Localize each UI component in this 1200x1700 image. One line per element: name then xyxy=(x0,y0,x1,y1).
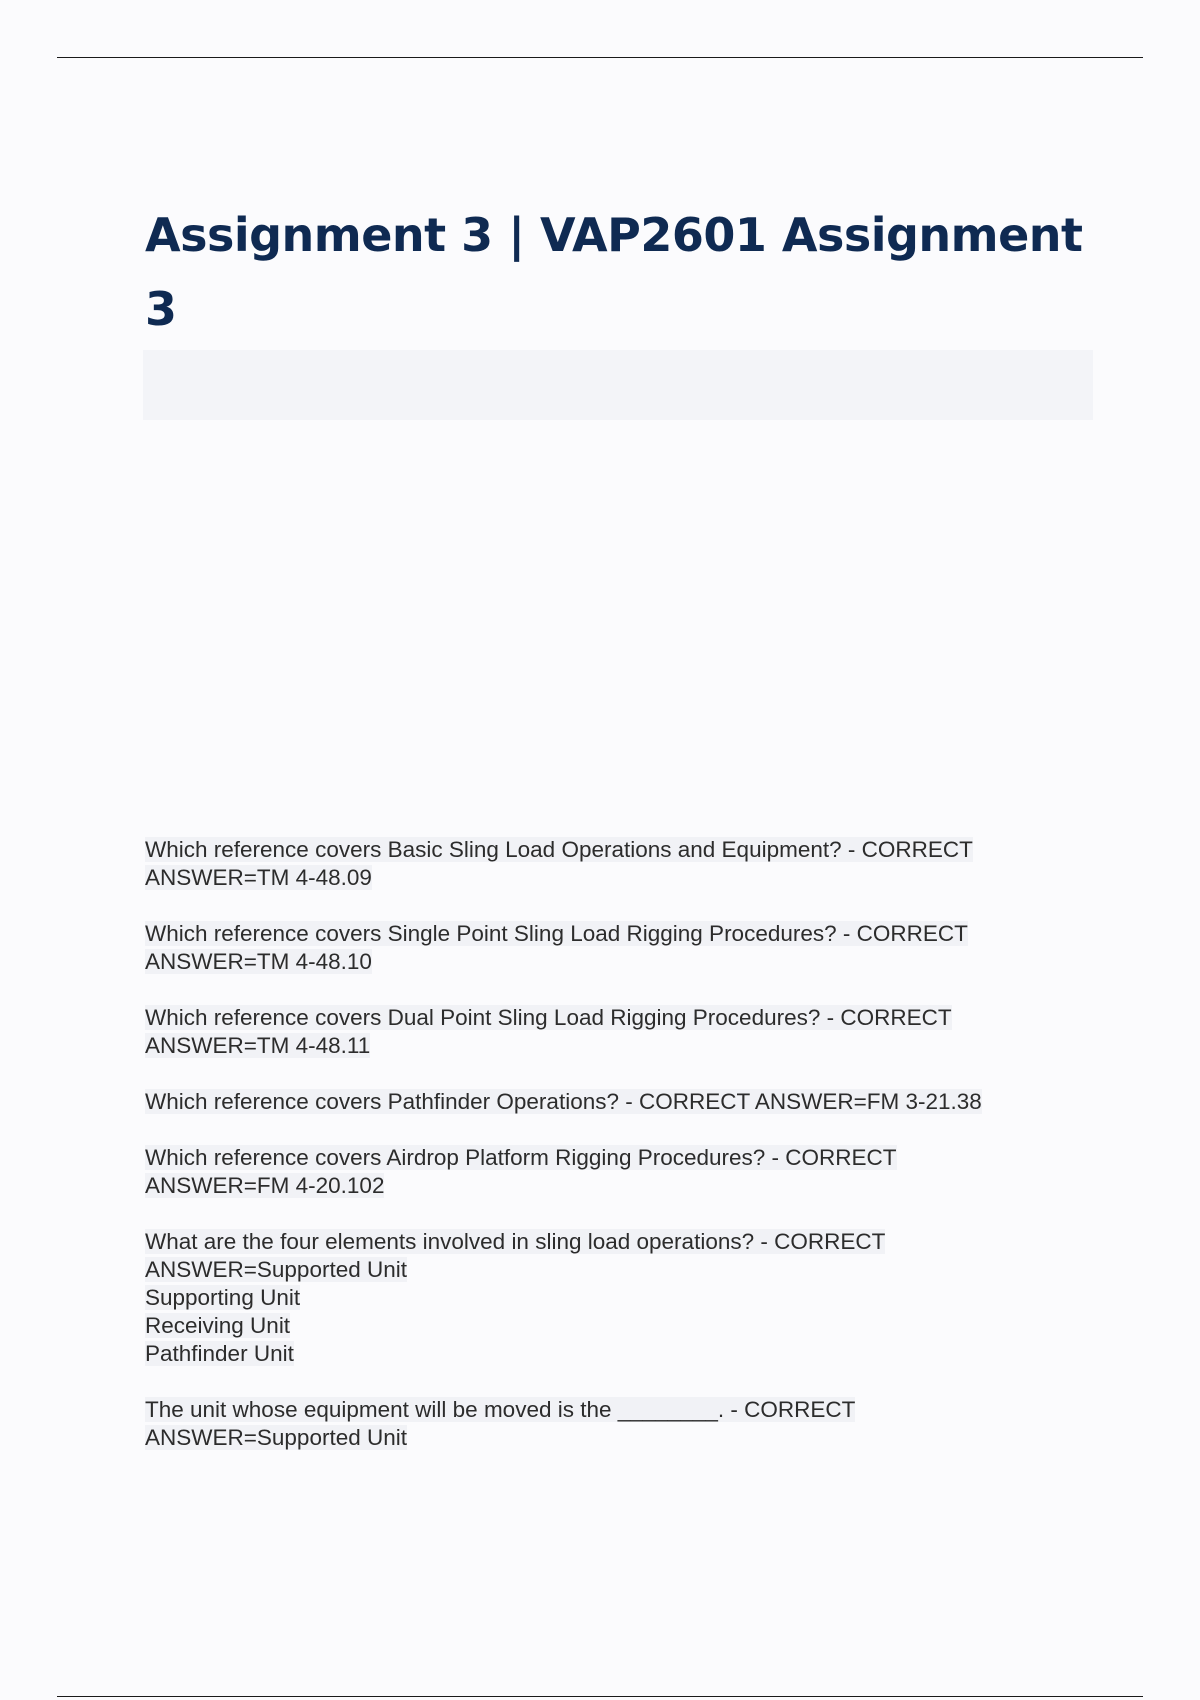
qa-list xyxy=(145,836,1075,1480)
qa-line: Which reference covers Basic Sling Load Operations and Equipment? - CORRECT xyxy=(145,837,973,862)
qa-item xyxy=(145,836,1075,892)
bottom-rule xyxy=(57,1696,1143,1697)
qa-line: Pathfinder Unit xyxy=(145,1341,294,1366)
qa-line: Which reference covers Single Point Sling Load Rigging Procedures? - CORRECT xyxy=(145,921,968,946)
top-rule xyxy=(57,57,1143,58)
qa-line: ANSWER=TM 4-48.09 xyxy=(145,865,372,890)
qa-line: Which reference covers Airdrop Platform Rigging Procedures? - CORRECT xyxy=(145,1145,897,1170)
qa-line: What are the four elements involved in sling load operations? - CORRECT xyxy=(145,1229,886,1254)
qa-line: ANSWER=Supported Unit xyxy=(145,1257,407,1282)
title-line-1: Assignment 3 | VAP2601 Assignment 3 xyxy=(145,208,1083,336)
qa-item xyxy=(145,920,1075,976)
qa-line: Supporting Unit xyxy=(145,1285,301,1310)
title-band xyxy=(143,350,1093,420)
qa-line: ANSWER=TM 4-48.10 xyxy=(145,949,372,974)
qa-item xyxy=(145,1004,1075,1060)
qa-line: Which reference covers Dual Point Sling Load Rigging Procedures? - CORRECT xyxy=(145,1005,952,1030)
qa-line: ANSWER=Supported Unit xyxy=(145,1425,407,1450)
qa-line: Receiving Unit xyxy=(145,1313,291,1338)
qa-item xyxy=(145,1088,1075,1116)
qa-line: Which reference covers Pathfinder Operations? - CORRECT ANSWER=FM 3-21.38 xyxy=(145,1089,982,1114)
qa-item xyxy=(145,1144,1075,1200)
qa-line: The unit whose equipment will be moved is the ________. - CORRECT xyxy=(145,1397,856,1422)
qa-line: ANSWER=FM 4-20.102 xyxy=(145,1173,385,1198)
qa-item xyxy=(145,1228,1075,1368)
qa-item xyxy=(145,1396,1075,1452)
qa-line: ANSWER=TM 4-48.11 xyxy=(145,1033,371,1058)
